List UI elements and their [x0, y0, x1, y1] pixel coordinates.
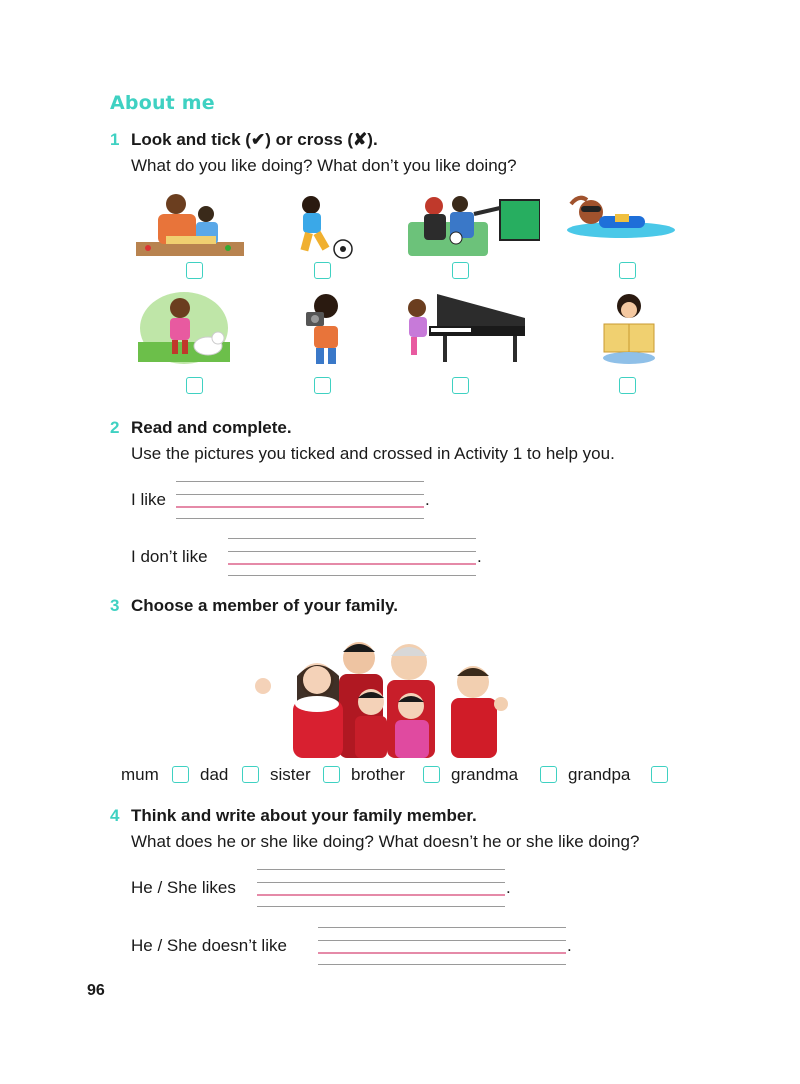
writing-guide-line	[257, 882, 505, 883]
he-she-likes-answer-line[interactable]	[257, 894, 505, 896]
writing-guide-line	[318, 964, 566, 965]
activity-1-question: What do you like doing? What don’t you like doing?	[131, 156, 517, 175]
full-stop: .	[477, 547, 482, 566]
option-brother-label: brother	[351, 765, 405, 784]
writing-guide-line	[176, 494, 424, 495]
tick-box[interactable]	[619, 377, 636, 394]
he-she-doesnt-like-label: He / She doesn’t like	[131, 936, 287, 955]
writing-guide-line	[257, 906, 505, 907]
family-photo	[247, 632, 517, 758]
option-mum-label: mum	[121, 765, 159, 784]
activity-1-instruction: Look and tick (✔) or cross (✘).	[131, 130, 378, 149]
option-grandpa-checkbox[interactable]	[651, 766, 668, 783]
writing-guide-line	[318, 940, 566, 941]
tick-box[interactable]	[619, 262, 636, 279]
activity-4-number: 4	[110, 806, 120, 825]
playing-piano-icon	[403, 290, 529, 364]
he-she-doesnt-like-answer-line[interactable]	[318, 952, 566, 954]
option-grandma-checkbox[interactable]	[540, 766, 557, 783]
tick-box[interactable]	[186, 377, 203, 394]
activity-2-subtext: Use the pictures you ticked and crossed in Activity 1 to help you.	[131, 444, 615, 463]
option-grandma-label: grandma	[451, 765, 519, 784]
activity-2-instruction: Read and complete.	[131, 418, 292, 437]
option-dad-label: dad	[200, 765, 229, 784]
reading-icon	[600, 292, 658, 366]
activity-2-number: 2	[110, 418, 120, 437]
writing-guide-line	[228, 538, 476, 539]
activity-3-number: 3	[110, 596, 120, 615]
option-sister-checkbox[interactable]	[323, 766, 340, 783]
writing-guide-line	[228, 551, 476, 552]
tick-box[interactable]	[314, 262, 331, 279]
i-dont-like-label: I don’t like	[131, 547, 208, 566]
writing-guide-line	[176, 518, 424, 519]
watching-football-icon	[408, 194, 540, 258]
walking-dog-icon	[138, 288, 230, 366]
i-like-label: I like	[131, 490, 166, 509]
activity-1-number: 1	[110, 130, 120, 149]
option-sister-label: sister	[270, 765, 311, 784]
taking-photos-icon	[302, 292, 348, 368]
writing-guide-line	[257, 869, 505, 870]
i-dont-like-answer-line[interactable]	[228, 563, 476, 565]
writing-guide-line	[228, 575, 476, 576]
page-number: 96	[87, 982, 105, 999]
tick-box[interactable]	[314, 377, 331, 394]
tick-box[interactable]	[452, 377, 469, 394]
full-stop: .	[506, 878, 511, 897]
section-title: About me	[110, 92, 215, 114]
writing-guide-line	[318, 927, 566, 928]
swimming-icon	[565, 192, 677, 244]
he-she-likes-label: He / She likes	[131, 878, 236, 897]
option-mum-checkbox[interactable]	[172, 766, 189, 783]
making-models-icon	[136, 190, 244, 258]
tick-box[interactable]	[452, 262, 469, 279]
option-dad-checkbox[interactable]	[242, 766, 259, 783]
activity-4-instruction: Think and write about your family member.	[131, 806, 477, 825]
writing-guide-line	[176, 481, 424, 482]
full-stop: .	[425, 490, 430, 509]
tick-box[interactable]	[186, 262, 203, 279]
playing-football-icon	[295, 193, 355, 259]
activity-3-instruction: Choose a member of your family.	[131, 596, 399, 615]
option-brother-checkbox[interactable]	[423, 766, 440, 783]
activity-4-question: What does he or she like doing? What doesn’t he or she like doing?	[131, 832, 640, 851]
i-like-answer-line[interactable]	[176, 506, 424, 508]
full-stop: .	[567, 936, 572, 955]
option-grandpa-label: grandpa	[568, 765, 631, 784]
